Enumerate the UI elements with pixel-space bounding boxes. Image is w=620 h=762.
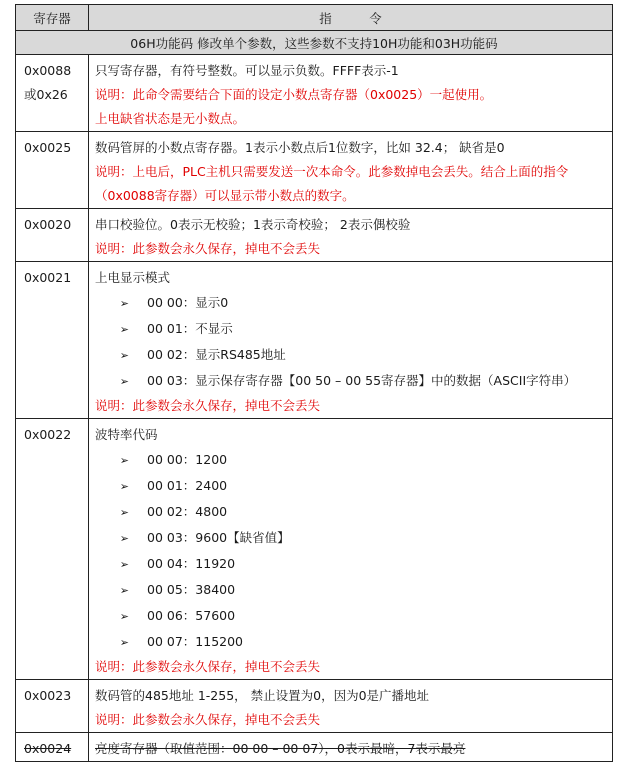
note-line: 说明：此参数会永久保存，掉电不会丢失: [95, 712, 321, 727]
table-row: [16, 55, 613, 132]
arrow-bullet-icon: ➢: [119, 297, 129, 310]
list-item: ➢ 00 00：1200: [95, 447, 612, 473]
instruction-cell: [89, 209, 613, 262]
arrow-bullet-icon: ➢: [119, 375, 129, 388]
register-address: 0x0025: [24, 140, 72, 155]
function-code-banner: 06H功能码 修改单个参数，这些参数不支持10H功能和03H功能码: [16, 31, 613, 55]
list-item: ➢ 00 03：显示保存寄存器【00 50 – 00 55寄存器】中的数据（ASCII字符串）: [95, 368, 612, 394]
banner-row: [16, 31, 613, 55]
register-table: [15, 4, 613, 762]
register-cell: [16, 680, 89, 733]
table-row: [16, 209, 613, 262]
note-line: 说明：上电后，PLC主机只需要发送一次本命令。此参数掉电会丢失。结合上面的指令: [95, 164, 569, 179]
list-item: ➢ 00 07：115200: [95, 629, 612, 655]
arrow-bullet-icon: ➢: [119, 532, 129, 545]
arrow-bullet-icon: ➢: [119, 323, 129, 336]
register-address: 0x0088: [24, 63, 72, 78]
register-cell: [16, 209, 89, 262]
instruction-cell: [89, 733, 613, 762]
instruction-cell: [89, 262, 613, 419]
description-title: 上电显示模式: [95, 270, 171, 285]
header-instruction: 指 令: [89, 5, 613, 31]
description-line: 数码管屏的小数点寄存器。1表示小数点后1位数字，比如 32.4； 缺省是0: [95, 140, 505, 155]
register-address: 0x0020: [24, 217, 72, 232]
description-line: 串口校验位。0表示无校验；1表示奇校验； 2表示偶校验: [95, 217, 411, 232]
list-item: ➢ 00 01：不显示: [95, 316, 612, 342]
note-line: 说明：此命令需要结合下面的设定小数点寄存器（0x0025）一起使用。: [95, 87, 493, 102]
header-register: 寄存器: [16, 5, 89, 31]
list-item: ➢ 00 01：2400: [95, 473, 612, 499]
table-header-row: [16, 5, 613, 31]
table-row: [16, 733, 613, 762]
list-item: ➢ 00 04：11920: [95, 551, 612, 577]
list-item: ➢ 00 02：4800: [95, 499, 612, 525]
description-line: 亮度寄存器（取值范围：00 00 – 00 07），0表示最暗，7表示最亮: [95, 741, 466, 756]
arrow-bullet-icon: ➢: [119, 584, 129, 597]
instruction-cell: [89, 680, 613, 733]
table-row: [16, 680, 613, 733]
register-cell: [16, 55, 89, 132]
arrow-bullet-icon: ➢: [119, 480, 129, 493]
table-row: [16, 262, 613, 419]
list-item: ➢ 00 02：显示RS485地址: [95, 342, 612, 368]
arrow-bullet-icon: ➢: [119, 610, 129, 623]
note-line: 说明：此参数会永久保存，掉电不会丢失: [95, 398, 321, 413]
description-title: 波特率代码: [95, 427, 158, 442]
register-address: 0x0021: [24, 270, 72, 285]
instruction-cell: [89, 419, 613, 680]
note-line: （0x0088寄存器）可以显示带小数点的数字。: [95, 188, 355, 203]
register-cell: [16, 262, 89, 419]
register-address: 0x0024: [24, 741, 72, 756]
description-line: 数码管的485地址 1-255， 禁止设置为0，因为0是广播地址: [95, 688, 430, 703]
register-cell: [16, 733, 89, 762]
arrow-bullet-icon: ➢: [119, 506, 129, 519]
note-line: 说明：此参数会永久保存，掉电不会丢失: [95, 241, 321, 256]
arrow-bullet-icon: ➢: [119, 454, 129, 467]
arrow-bullet-icon: ➢: [119, 636, 129, 649]
note-line: 说明：此参数会永久保存，掉电不会丢失: [95, 659, 321, 674]
register-cell: [16, 419, 89, 680]
register-address-alt: 或0x26: [24, 87, 68, 102]
table-row: [16, 419, 613, 680]
description-line: 只写寄存器，有符号整数。可以显示负数。FFFF表示-1: [95, 63, 399, 78]
list-item: ➢ 00 06：57600: [95, 603, 612, 629]
instruction-cell: [89, 132, 613, 209]
list-item: ➢ 00 03：9600【缺省值】: [95, 525, 612, 551]
arrow-bullet-icon: ➢: [119, 558, 129, 571]
note-line: 上电缺省状态是无小数点。: [95, 111, 246, 126]
table-row: [16, 132, 613, 209]
register-address: 0x0023: [24, 688, 72, 703]
list-item: ➢ 00 05：38400: [95, 577, 612, 603]
register-cell: [16, 132, 89, 209]
list-item: ➢ 00 00：显示0: [95, 290, 612, 316]
instruction-cell: [89, 55, 613, 132]
register-address: 0x0022: [24, 427, 72, 442]
arrow-bullet-icon: ➢: [119, 349, 129, 362]
